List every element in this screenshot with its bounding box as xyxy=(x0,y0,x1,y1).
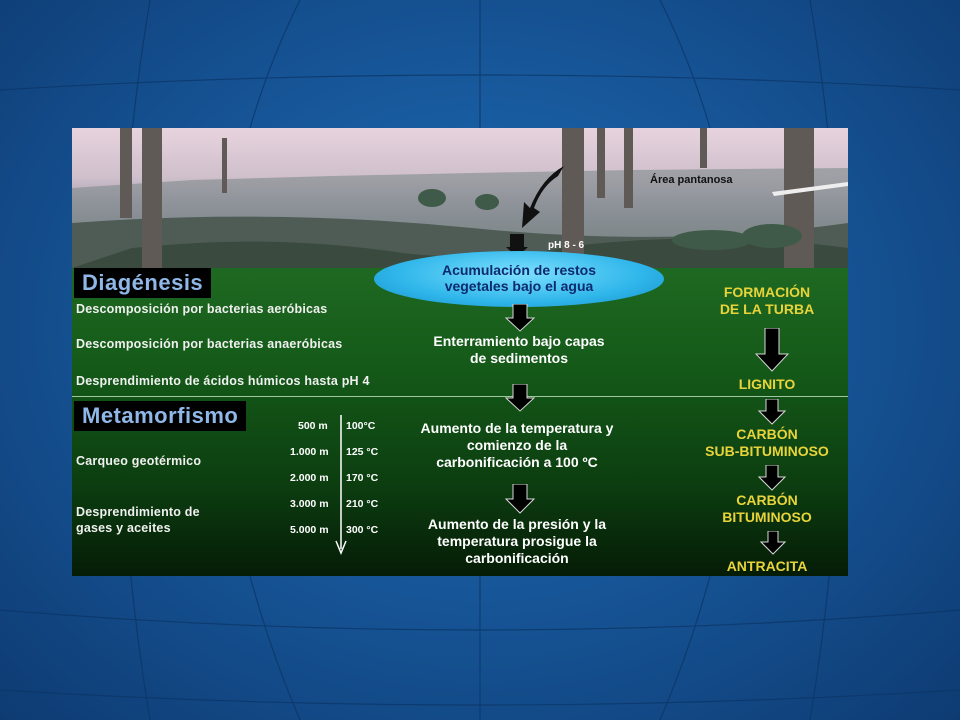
swamp-scene-image xyxy=(72,128,848,268)
depth-label-2: 1.000 m xyxy=(290,446,329,458)
temperature-line-3: carbonificación a 100 ºC xyxy=(436,454,598,470)
burial-line-1: Enterramiento bajo capas xyxy=(433,333,605,349)
stage-sub-line-1: CARBÓN xyxy=(736,426,798,442)
metamorfismo-item-1: Carqueo geotérmico xyxy=(76,454,202,468)
temp-label-3: 170 °C xyxy=(346,472,379,484)
down-arrow-icon xyxy=(505,304,535,332)
burial-line-2: de sedimentos xyxy=(469,350,569,366)
pressure-line-1: Aumento de la presión y la xyxy=(427,516,607,532)
stage-bit-line-1: CARBÓN xyxy=(736,492,798,508)
down-arrow-icon xyxy=(505,484,535,514)
stage-antracita: ANTRACITA xyxy=(726,558,808,574)
depth-label-1: 500 m xyxy=(298,420,328,432)
depth-label-5: 5.000 m xyxy=(290,524,329,536)
stage-turba-line-2: DE LA TURBA xyxy=(719,301,815,317)
metamorfismo-title: Metamorfismo xyxy=(74,401,246,431)
pressure-text xyxy=(390,516,644,567)
accumulation-line-2: vegetales bajo el agua xyxy=(444,278,594,294)
down-arrow-icon xyxy=(505,384,535,412)
stage-sub-line-2: SUB-BITUMINOSO xyxy=(705,443,829,459)
temperature-line-1: Aumento de la temperatura y xyxy=(420,420,614,436)
diagenesis-item-1: Descomposición por bacterias aeróbicas xyxy=(76,302,328,316)
down-arrow-icon xyxy=(758,465,786,491)
section-divider xyxy=(72,396,848,397)
stage-lignito: LIGNITO xyxy=(738,376,796,392)
stage-bit-line-2: BITUMINOSO xyxy=(722,509,812,525)
down-arrow-icon xyxy=(760,531,786,555)
diagenesis-title: Diagénesis xyxy=(74,268,211,298)
temp-label-2: 125 °C xyxy=(346,446,379,458)
diagenesis-item-3: Desprendimiento de ácidos húmicos hasta pH 4 xyxy=(76,374,370,388)
pressure-line-3: carbonificación xyxy=(465,550,569,566)
metamorfismo-item-3: gases y aceites xyxy=(76,521,171,535)
metamorfismo-item-2: Desprendimiento de xyxy=(76,505,200,519)
stage-turba-line-1: FORMACIÓN xyxy=(723,284,811,300)
depth-label-4: 3.000 m xyxy=(290,498,329,510)
temperature-line-2: comienzo de la xyxy=(466,437,568,453)
temp-label-4: 210 °C xyxy=(346,498,379,510)
accumulation-text xyxy=(374,262,664,294)
stage-bituminoso xyxy=(682,492,848,526)
accumulation-line-1: Acumulación de restos xyxy=(441,262,597,278)
burial-text xyxy=(389,333,649,367)
stage-turba xyxy=(682,284,848,318)
area-label: Área pantanosa xyxy=(650,174,733,186)
pressure-line-2: temperatura prosigue la xyxy=(437,533,597,549)
temp-label-5: 300 °C xyxy=(346,524,379,536)
down-arrow-icon xyxy=(758,399,786,425)
diagenesis-item-2: Descomposición por bacterias anaeróbicas xyxy=(76,337,343,351)
coal-formation-diagram xyxy=(72,128,848,576)
temperature-text xyxy=(390,420,644,471)
depth-label-3: 2.000 m xyxy=(290,472,329,484)
temp-label-1: 100°C xyxy=(346,420,376,432)
down-arrow-icon xyxy=(755,328,789,372)
ph-label: pH 8 - 6 xyxy=(548,240,585,251)
stage-sub-bituminoso xyxy=(672,426,848,460)
